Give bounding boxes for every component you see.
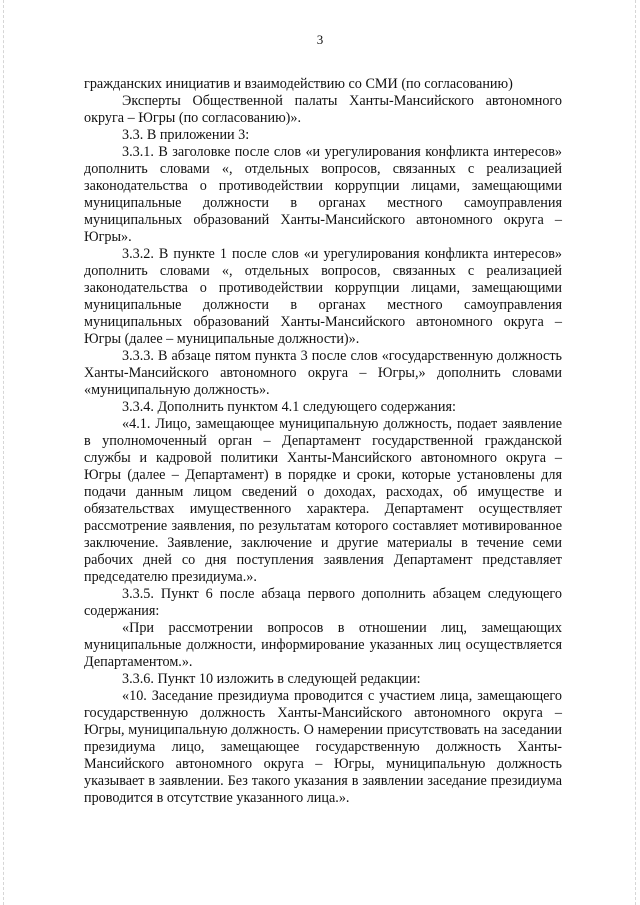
document-body (84, 76, 562, 807)
paragraph: 3.3.6. Пункт 10 изложить в следующей редакции: (122, 671, 421, 687)
paragraph: «4.1. Лицо, замещающее муниципальную должность, подает заявление в уполномоченный орган – Департамент государственной гражданской службы и кадровой политики Ханты-Мансийского автономного округа – Югры (далее – Департамент) в порядке и сроки, которые установлены для подачи данным лицом сведений о доходах, расходах, об имуществе и обязательствах имущественного характера. Департамент осуществляет рассмотрение заявления, по результатам которого составляет мотивированное заключение. Заявление, заключение и другие материалы в течение семи рабочих дней со дня поступления заявления Департамент представляет председателю президиума.». (84, 416, 562, 585)
paragraph: 3.3.5. Пункт 6 после абзаца первого дополнить абзацем следующего содержания: (84, 586, 562, 619)
paragraph: 3.3.3. В абзаце пятом пункта 3 после слов «государственную должность Ханты-Мансийского автономного округа – Югры,» дополнить словами «муниципальную должность». (84, 348, 562, 398)
paragraph: 3.3.2. В пункте 1 после слов «и урегулирования конфликта интересов» дополнить словами «, отдельных вопросов, связанных с реализацией законодательства о противодействии коррупции лицами, замещающими муниципальные должности в органах местного самоуправления муниципальных образований Ханты-Мансийского автономного округа – Югры (далее – муниципальные должности)». (84, 246, 562, 347)
paragraph: 3.3.4. Дополнить пунктом 4.1 следующего содержания: (122, 399, 456, 415)
page-number: 3 (316, 32, 324, 47)
paragraph: «10. Заседание президиума проводится с участием лица, замещающего государственную должность Ханты-Мансийского автономного округа – Югры, муниципальную должность. О намерении присутствовать на заседании президиума лицо, замещающее государственную должность Ханты-Мансийского автономного округа – Югры, муниципальную должность указывает в заявлении. Без такого указания в заявлении заседание президиума проводится в отсутствие указанного лица.». (84, 688, 562, 806)
paragraph: 3.3. В приложении 3: (122, 127, 250, 143)
paragraph: 3.3.1. В заголовке после слов «и урегулирования конфликта интересов» дополнить словами «, отдельных вопросов, связанных с реализацией законодательства о противодействии коррупции лицами, замещающими муниципальные должности в органах местного самоуправления муниципальных образований Ханты-Мансийского автономного округа – Югры». (84, 144, 562, 245)
scan-edge-right (635, 0, 637, 905)
paragraph-continuation: гражданских инициатив и взаимодействию со СМИ (по согласованию) (84, 76, 513, 92)
paragraph: Эксперты Общественной палаты Ханты-Мансийского автономного округа – Югры (по согласованию)». (84, 93, 562, 126)
scan-edge-left (3, 0, 5, 905)
paragraph: «При рассмотрении вопросов в отношении лиц, замещающих муниципальные должности, информирование указанных лиц осуществляется Департаментом.». (84, 620, 562, 670)
